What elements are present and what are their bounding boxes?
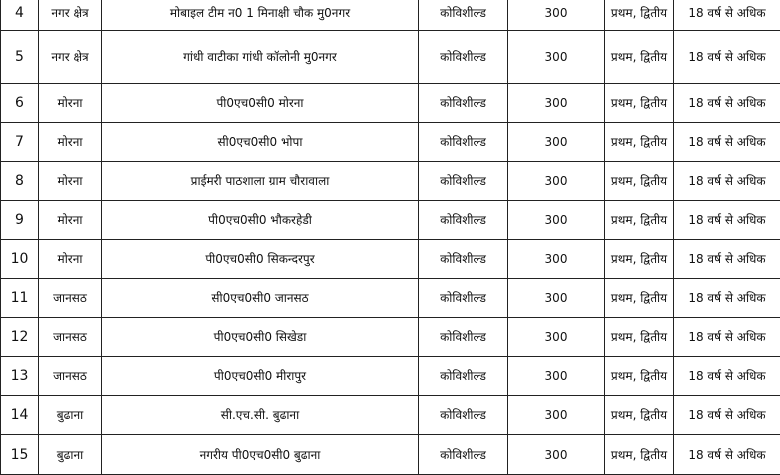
vaccine-cell: कोविशील्ड xyxy=(419,396,508,435)
dose-cell: प्रथम, द्वितीय xyxy=(605,201,674,240)
vaccine-cell: कोविशील्ड xyxy=(419,31,508,84)
dose-cell: प्रथम, द्वितीय xyxy=(605,0,674,31)
table-row xyxy=(1,357,780,396)
dose-cell: प्रथम, द्वितीय xyxy=(605,162,674,201)
dose-cell: प्रथम, द्वितीय xyxy=(605,318,674,357)
session-site-cell: प्राईमरी पाठशाला ग्राम चौरावाला xyxy=(102,162,419,201)
age-group-cell: 18 वर्ष से अधिक xyxy=(674,396,780,435)
vaccine-cell: कोविशील्ड xyxy=(419,201,508,240)
quantity-cell: 300 xyxy=(508,162,605,201)
quantity-cell: 300 xyxy=(508,240,605,279)
serial-number-cell: 6 xyxy=(1,84,39,123)
dose-cell: प्रथम, द्वितीय xyxy=(605,396,674,435)
age-group-cell: 18 वर्ष से अधिक xyxy=(674,435,780,475)
serial-number-cell: 11 xyxy=(1,279,39,318)
serial-number-cell: 7 xyxy=(1,123,39,162)
quantity-cell: 300 xyxy=(508,201,605,240)
table-row xyxy=(1,318,780,357)
table-row xyxy=(1,201,780,240)
quantity-cell: 300 xyxy=(508,279,605,318)
dose-cell: प्रथम, द्वितीय xyxy=(605,31,674,84)
serial-number-cell: 5 xyxy=(1,31,39,84)
area-cell: जानसठ xyxy=(39,279,102,318)
dose-cell: प्रथम, द्वितीय xyxy=(605,84,674,123)
table-row xyxy=(1,435,780,475)
table-row xyxy=(1,84,780,123)
session-site-cell: सी0एच0सी0 जानसठ xyxy=(102,279,419,318)
age-group-cell: 18 वर्ष से अधिक xyxy=(674,279,780,318)
dose-cell: प्रथम, द्वितीय xyxy=(605,435,674,475)
area-cell: बुढाना xyxy=(39,435,102,475)
age-group-cell: 18 वर्ष से अधिक xyxy=(674,162,780,201)
table-row xyxy=(1,0,780,31)
quantity-cell: 300 xyxy=(508,84,605,123)
area-cell: जानसठ xyxy=(39,318,102,357)
age-group-cell: 18 वर्ष से अधिक xyxy=(674,318,780,357)
age-group-cell: 18 वर्ष से अधिक xyxy=(674,357,780,396)
table-row xyxy=(1,240,780,279)
vaccine-cell: कोविशील्ड xyxy=(419,435,508,475)
area-cell: मोरना xyxy=(39,201,102,240)
dose-cell: प्रथम, द्वितीय xyxy=(605,279,674,318)
dose-cell: प्रथम, द्वितीय xyxy=(605,240,674,279)
serial-number-cell: 14 xyxy=(1,396,39,435)
area-cell: नगर क्षेत्र xyxy=(39,0,102,31)
age-group-cell: 18 वर्ष से अधिक xyxy=(674,31,780,84)
vaccine-cell: कोविशील्ड xyxy=(419,84,508,123)
vaccine-cell: कोविशील्ड xyxy=(419,0,508,31)
vaccine-cell: कोविशील्ड xyxy=(419,162,508,201)
quantity-cell: 300 xyxy=(508,31,605,84)
age-group-cell: 18 वर्ष से अधिक xyxy=(674,84,780,123)
age-group-cell: 18 वर्ष से अधिक xyxy=(674,201,780,240)
quantity-cell: 300 xyxy=(508,318,605,357)
area-cell: जानसठ xyxy=(39,357,102,396)
table-row xyxy=(1,31,780,84)
session-site-cell: मोबाइल टीम न0 1 मिनाक्षी चौक मु0नगर xyxy=(102,0,419,31)
area-cell: बुढाना xyxy=(39,396,102,435)
quantity-cell: 300 xyxy=(508,123,605,162)
session-site-cell: सी.एच.सी. बुढाना xyxy=(102,396,419,435)
age-group-cell: 18 वर्ष से अधिक xyxy=(674,240,780,279)
serial-number-cell: 12 xyxy=(1,318,39,357)
age-group-cell: 18 वर्ष से अधिक xyxy=(674,123,780,162)
dose-cell: प्रथम, द्वितीय xyxy=(605,357,674,396)
vaccine-cell: कोविशील्ड xyxy=(419,240,508,279)
table-row xyxy=(1,396,780,435)
session-site-cell: पी0एच0सी0 सिखेडा xyxy=(102,318,419,357)
quantity-cell: 300 xyxy=(508,357,605,396)
vaccine-cell: कोविशील्ड xyxy=(419,318,508,357)
session-site-cell: सी0एच0सी0 भोपा xyxy=(102,123,419,162)
serial-number-cell: 15 xyxy=(1,435,39,475)
serial-number-cell: 13 xyxy=(1,357,39,396)
session-site-cell: पी0एच0सी0 सिकन्दरपुर xyxy=(102,240,419,279)
dose-cell: प्रथम, द्वितीय xyxy=(605,123,674,162)
vaccine-cell: कोविशील्ड xyxy=(419,279,508,318)
session-site-cell: नगरीय पी0एच0सी0 बुढाना xyxy=(102,435,419,475)
area-cell: मोरना xyxy=(39,240,102,279)
session-site-cell: पी0एच0सी0 भौकरहेडी xyxy=(102,201,419,240)
serial-number-cell: 9 xyxy=(1,201,39,240)
quantity-cell: 300 xyxy=(508,435,605,475)
session-site-cell: पी0एच0सी0 मोरना xyxy=(102,84,419,123)
session-site-cell: पी0एच0सी0 मीरापुर xyxy=(102,357,419,396)
quantity-cell: 300 xyxy=(508,396,605,435)
serial-number-cell: 10 xyxy=(1,240,39,279)
session-site-cell: गांधी वाटीका गांधी कॉलोनी मु0नगर xyxy=(102,31,419,84)
serial-number-cell: 8 xyxy=(1,162,39,201)
age-group-cell: 18 वर्ष से अधिक xyxy=(674,0,780,31)
area-cell: मोरना xyxy=(39,84,102,123)
table-row xyxy=(1,162,780,201)
vaccine-cell: कोविशील्ड xyxy=(419,357,508,396)
area-cell: मोरना xyxy=(39,123,102,162)
table-row xyxy=(1,279,780,318)
quantity-cell: 300 xyxy=(508,0,605,31)
serial-number-cell: 4 xyxy=(1,0,39,31)
table-row xyxy=(1,123,780,162)
area-cell: मोरना xyxy=(39,162,102,201)
vaccine-cell: कोविशील्ड xyxy=(419,123,508,162)
area-cell: नगर क्षेत्र xyxy=(39,31,102,84)
